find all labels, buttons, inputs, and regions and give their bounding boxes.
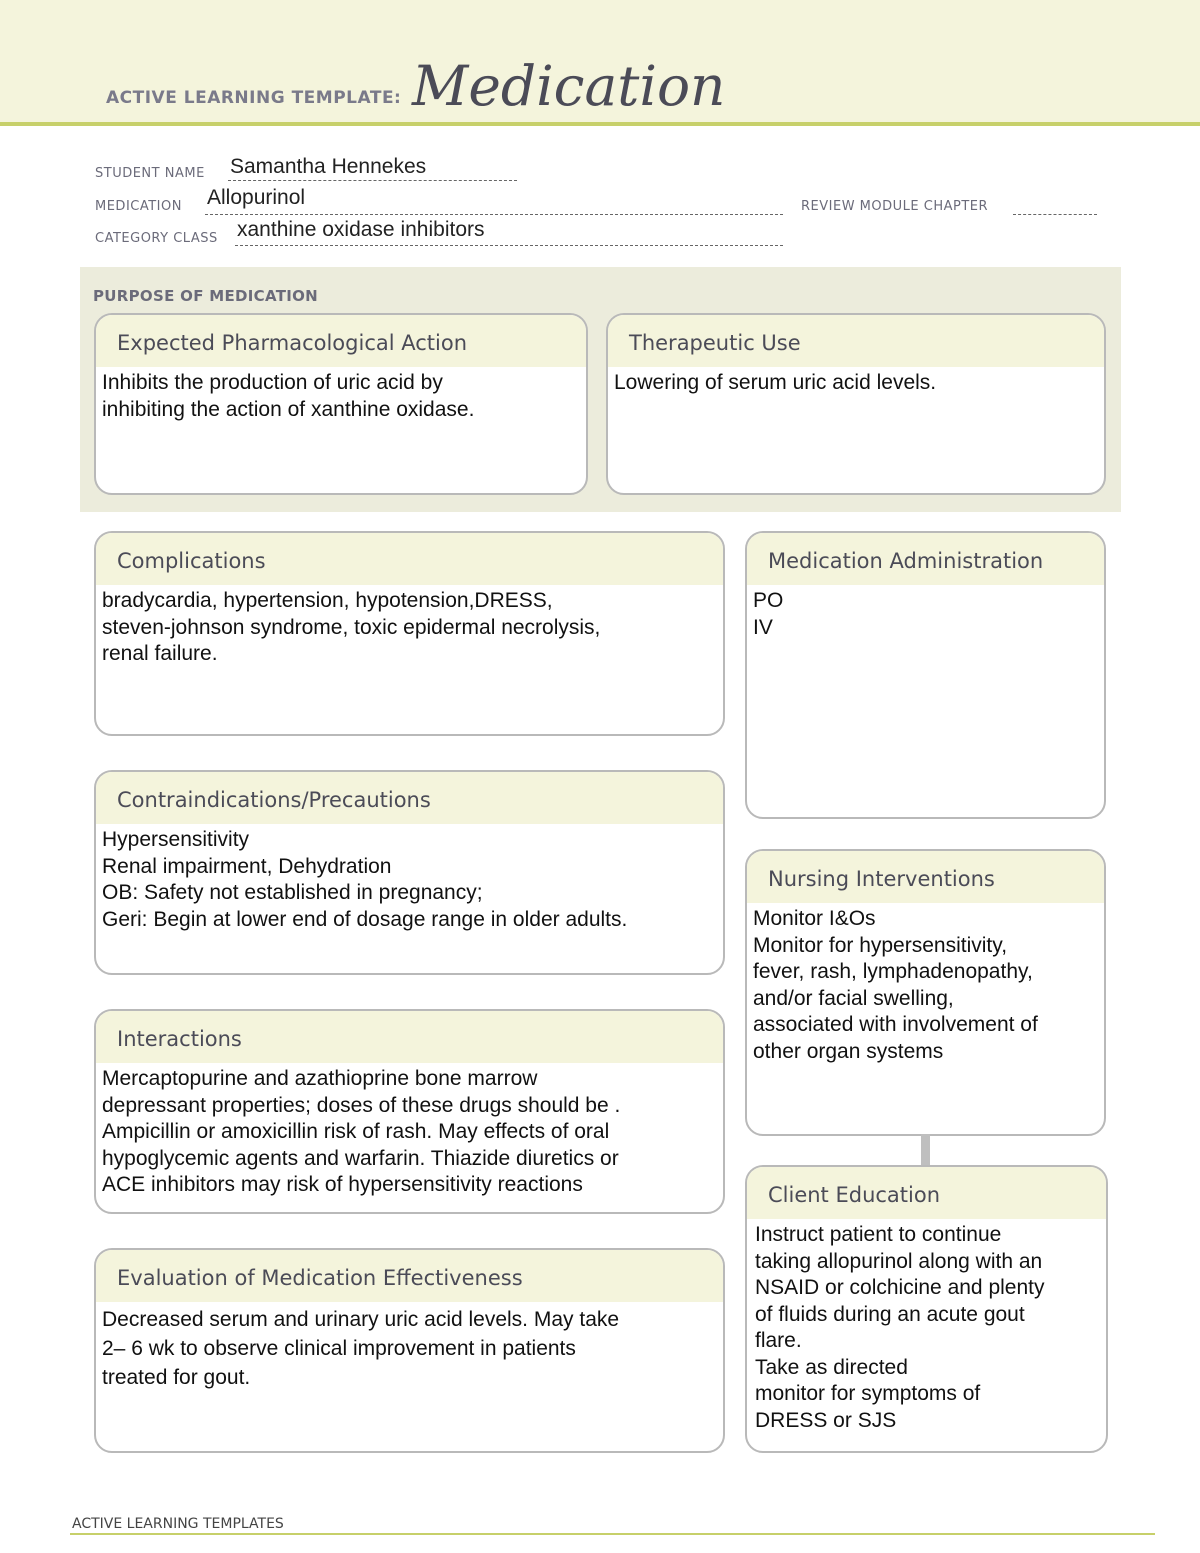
complications-text (96, 585, 723, 668)
text-line: Monitor for hypersensitivity, (753, 933, 1008, 957)
medication-administration-text (747, 585, 1104, 641)
medication-field[interactable]: Allopurinol (207, 186, 306, 209)
text-line: flare. (755, 1329, 802, 1352)
text-line: treated for gout. (102, 1366, 251, 1389)
client-education-text (747, 1219, 1106, 1434)
category-class-underline (235, 245, 783, 246)
expected-action-title: Expected Pharmacological Action (96, 315, 586, 367)
text-line: 2– 6 wk to observe clinical improvement in patients (102, 1337, 576, 1360)
medication-label: MEDICATION (95, 199, 182, 214)
text-line: other organ systems (753, 1039, 944, 1063)
text-line: Hypersensitivity (102, 828, 250, 851)
contraindications-title: Contraindications/Precautions (96, 772, 723, 824)
review-module-underline (1013, 214, 1097, 215)
footer-label: ACTIVE LEARNING TEMPLATES (72, 1516, 284, 1532)
category-class-field[interactable]: xanthine oxidase inhibitors (237, 218, 485, 241)
nursing-interventions-card (745, 849, 1106, 1136)
medication-administration-title: Medication Administration (747, 533, 1104, 585)
client-education-title: Client Education (747, 1167, 1106, 1219)
evaluation-card (94, 1248, 725, 1453)
text-line: OB: Safety not established in pregnancy; (102, 881, 483, 904)
text-line: inhibiting the action of xanthine oxidase. (102, 397, 475, 421)
interactions-text (96, 1063, 723, 1199)
text-line: PO (753, 589, 784, 612)
nursing-interventions-text (747, 903, 1104, 1065)
text-line: associated with involvement of (753, 1013, 1038, 1036)
text-line: Renal impairment, Dehydration (102, 854, 392, 878)
client-education-card (745, 1165, 1108, 1453)
text-line: fever, rash, lymphadenopathy, (753, 960, 1033, 983)
expected-action-card (94, 313, 588, 495)
complications-card (94, 531, 725, 736)
student-name-label: STUDENT NAME (95, 166, 205, 181)
review-module-label: REVIEW MODULE CHAPTER (801, 199, 989, 214)
text-line: bradycardia, hypertension, hypotension,DRESS, (102, 589, 553, 612)
text-line: DRESS or SJS (755, 1408, 897, 1432)
text-line: monitor for symptoms of (755, 1382, 981, 1405)
review-module-field[interactable] (1015, 186, 1095, 212)
text-line: Decreased serum and urinary uric acid levels. May take (102, 1308, 620, 1331)
text-line: NSAID or colchicine and plenty (755, 1276, 1045, 1299)
text-line: Geri: Begin at lower end of dosage range in older adults. (102, 907, 628, 931)
nursing-interventions-title: Nursing Interventions (747, 851, 1104, 903)
text-line: Take as directed (755, 1355, 908, 1379)
interactions-title: Interactions (96, 1011, 723, 1063)
category-class-label: CATEGORY CLASS (95, 231, 218, 246)
purpose-label: PURPOSE OF MEDICATION (93, 287, 319, 305)
medication-administration-card (745, 531, 1106, 819)
text-line: taking allopurinol along with an (755, 1249, 1043, 1273)
card-connector (921, 1134, 930, 1167)
text-line: Inhibits the production of uric acid by (102, 371, 443, 394)
contraindications-text (96, 824, 723, 933)
text-line: renal failure. (102, 642, 218, 665)
text-line: ACE inhibitors may risk of hypersensitivity reactions (102, 1173, 583, 1196)
text-line: Monitor I&Os (753, 907, 876, 930)
student-name-underline (228, 180, 517, 181)
student-name-field[interactable]: Samantha Hennekes (230, 155, 427, 178)
text-line: and/or facial swelling, (753, 986, 954, 1010)
text-line: depressant properties; doses of these drugs should be . (102, 1093, 621, 1117)
interactions-card (94, 1009, 725, 1214)
text-line: of fluids during an acute gout (755, 1302, 1025, 1326)
text-line: Instruct patient to continue (755, 1223, 1002, 1246)
therapeutic-use-card (606, 313, 1106, 495)
header-divider (0, 122, 1200, 126)
expected-action-text (96, 367, 586, 423)
complications-title: Complications (96, 533, 723, 585)
page-title: Medication (412, 54, 726, 118)
evaluation-title: Evaluation of Medication Effectiveness (96, 1250, 723, 1302)
medication-underline (205, 214, 783, 215)
text-line: Lowering of serum uric acid levels. (614, 371, 937, 394)
footer-divider (70, 1533, 1155, 1535)
therapeutic-use-text (608, 367, 1104, 397)
text-line: Mercaptopurine and azathioprine bone marrow (102, 1067, 538, 1090)
therapeutic-use-title: Therapeutic Use (608, 315, 1104, 367)
text-line: IV (753, 615, 773, 639)
text-line: steven-johnson syndrome, toxic epidermal necrolysis, (102, 615, 601, 639)
evaluation-text (96, 1302, 723, 1392)
contraindications-card (94, 770, 725, 975)
template-label: ACTIVE LEARNING TEMPLATE: (106, 88, 402, 108)
text-line: hypoglycemic agents and warfarin. Thiazide diuretics or (102, 1146, 619, 1170)
text-line: Ampicillin or amoxicillin risk of rash. May effects of oral (102, 1120, 610, 1143)
